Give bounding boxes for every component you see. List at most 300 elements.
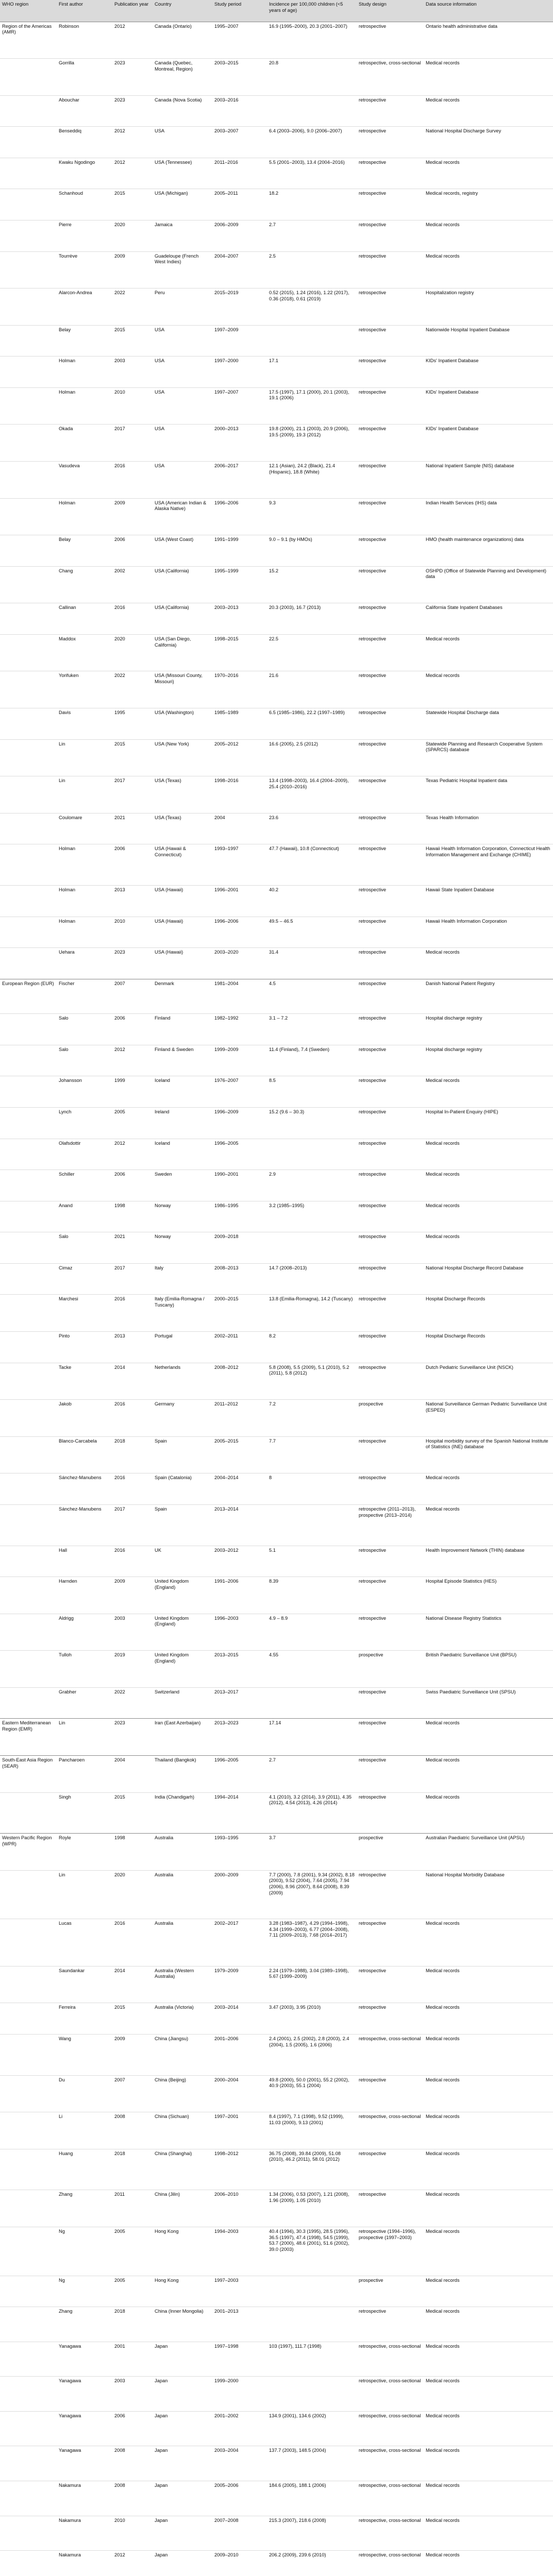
cell-data-source: Medical records (424, 251, 553, 289)
table-row (0, 2481, 553, 2516)
cell-study-period: 1985–1989 (212, 708, 267, 740)
cell-data-source: Hospital Discharge Records (424, 1295, 553, 1332)
cell-study-design: retrospective (357, 1919, 424, 1967)
cell-study-design: retrospective (357, 289, 424, 326)
cell-incidence: 8.4 (1997), 7.1 (1998), 9.52 (1999), 11.03 (2000), 9.13 (2001) (267, 2112, 357, 2149)
cell-data-source: Medical records (424, 1473, 553, 1505)
table-row (0, 1755, 553, 1792)
cell-publication-year: 2016 (112, 1919, 153, 1967)
cell-first-author: Olafsdottir (57, 1139, 112, 1170)
cell-study-period: 2004 (212, 813, 267, 844)
table-row (0, 2307, 553, 2342)
cell-who-region: South-East Asia Region (SEAR) (0, 1755, 57, 1792)
cell-study-period: 2013–2023 (212, 1719, 267, 1756)
cell-who-region (0, 127, 57, 158)
cell-country: Iceland (153, 1139, 212, 1170)
cell-first-author: Sánchez-Manubens (57, 1473, 112, 1505)
cell-first-author: Davis (57, 708, 112, 740)
cell-incidence: 2.4 (2001), 2.5 (2002), 2.8 (2003), 2.4 (2004), 1.5 (2005), 1.6 (2006) (267, 2035, 357, 2076)
cell-study-design: retrospective (357, 251, 424, 289)
cell-data-source: Health Improvement Network (THIN) database (424, 1546, 553, 1577)
cell-data-source: Medical records (424, 2516, 553, 2551)
cell-data-source: OSHPD (Office of Statewide Planning and Development) data (424, 566, 553, 603)
cell-incidence: 3.7 (267, 1834, 357, 1871)
cell-study-period: 1996–2009 (212, 1108, 267, 1139)
cell-data-source: Medical records (424, 2342, 553, 2377)
cell-publication-year: 2001 (112, 2342, 153, 2377)
cell-who-region (0, 158, 57, 189)
cell-incidence: 3.28 (1983–1987), 4.29 (1994–1998), 4.34 (1999–2003), 6.77 (2004–2008), 7.11 (2009–2013), 7.68 (2014–2017) (267, 1919, 357, 1967)
cell-study-period: 1995–1999 (212, 566, 267, 603)
header-publication-year: Publication year (112, 0, 153, 22)
cell-study-period: 1997–2001 (212, 2112, 267, 2149)
cell-study-design: retrospective (2011–2013), prospective (2013–2014) (357, 1504, 424, 1546)
cell-data-source: Medical records (424, 2149, 553, 2190)
cell-publication-year: 2007 (112, 979, 153, 1014)
table-row (0, 1966, 553, 2003)
cell-study-design: retrospective (357, 357, 424, 388)
cell-study-design: retrospective (357, 671, 424, 708)
cell-who-region (0, 357, 57, 388)
cell-publication-year: 2010 (112, 2516, 153, 2551)
cell-first-author: Zhang (57, 2190, 112, 2227)
cell-country: Finland & Sweden (153, 1045, 212, 1076)
cell-first-author: Holman (57, 498, 112, 535)
cell-country: USA (New York) (153, 739, 212, 776)
table-row (0, 357, 553, 388)
table-row (0, 498, 553, 535)
cell-country: Canada (Quebec, Montreal, Region) (153, 59, 212, 96)
cell-who-region (0, 708, 57, 740)
cell-incidence: 15.2 (267, 566, 357, 603)
cell-who-region (0, 1363, 57, 1400)
cell-publication-year: 2018 (112, 1436, 153, 1473)
cell-study-period: 1990–2001 (212, 1170, 267, 1201)
cell-publication-year: 2015 (112, 325, 153, 357)
cell-publication-year: 2012 (112, 158, 153, 189)
table-row (0, 1108, 553, 1139)
cell-study-period: 2003–2013 (212, 603, 267, 635)
cell-who-region: European Region (EUR) (0, 979, 57, 1014)
cell-country: Japan (153, 2516, 212, 2551)
cell-first-author: Nakamura (57, 2516, 112, 2551)
cell-incidence: 3.47 (2003), 3.95 (2010) (267, 2003, 357, 2035)
cell-study-period: 2006–2017 (212, 462, 267, 499)
cell-country: Iran (East Azerbaijan) (153, 1719, 212, 1756)
cell-study-design: retrospective (357, 708, 424, 740)
cell-publication-year: 2022 (112, 671, 153, 708)
cell-country: USA (Tennessee) (153, 158, 212, 189)
cell-country: USA (153, 425, 212, 462)
cell-study-design: retrospective (357, 325, 424, 357)
cell-data-source: Medical records (424, 2112, 553, 2149)
cell-publication-year: 2016 (112, 1473, 153, 1505)
cell-incidence: 215.3 (2007), 218.6 (2008) (267, 2516, 357, 2551)
cell-study-design: retrospective (357, 2307, 424, 2342)
cell-country: Hong Kong (153, 2227, 212, 2276)
cell-country: China (Jilin) (153, 2190, 212, 2227)
cell-incidence (267, 1139, 357, 1170)
cell-first-author: Holman (57, 917, 112, 948)
cell-country: Spain (153, 1436, 212, 1473)
cell-publication-year: 2019 (112, 1651, 153, 1688)
cell-first-author: Aldrigg (57, 1614, 112, 1651)
cell-study-design: retrospective (357, 2149, 424, 2190)
table-row (0, 634, 553, 671)
cell-data-source: Medical records (424, 2227, 553, 2276)
cell-incidence: 4.9 – 8.9 (267, 1614, 357, 1651)
cell-first-author: Saundankar (57, 1966, 112, 2003)
cell-first-author: Holman (57, 885, 112, 917)
table-row (0, 1232, 553, 1264)
cell-study-period: 2006–2010 (212, 2190, 267, 2227)
table-row (0, 844, 553, 886)
cell-data-source: Medical records (424, 95, 553, 127)
cell-study-period: 2009–2018 (212, 1232, 267, 1264)
cell-publication-year: 2023 (112, 1719, 153, 1756)
cell-study-design: retrospective (357, 1792, 424, 1834)
cell-who-region (0, 1170, 57, 1201)
cell-data-source: Hospital discharge registry (424, 1014, 553, 1045)
cell-country: USA (American Indian & Alaska Native) (153, 498, 212, 535)
cell-first-author: Schiller (57, 1170, 112, 1201)
cell-first-author: Holman (57, 387, 112, 425)
table-row (0, 885, 553, 917)
table-row (0, 1263, 553, 1295)
cell-publication-year: 2010 (112, 387, 153, 425)
cell-publication-year: 2008 (112, 2112, 153, 2149)
cell-country: Denmark (153, 979, 212, 1014)
cell-who-region (0, 1687, 57, 1719)
cell-study-period: 1997–2007 (212, 387, 267, 425)
cell-incidence: 14.7 (2008–2013) (267, 1263, 357, 1295)
cell-study-design: retrospective (357, 844, 424, 886)
cell-country: Canada (Ontario) (153, 22, 212, 59)
cell-who-region (0, 1232, 57, 1264)
cell-incidence: 103 (1997), 111.7 (1998) (267, 2342, 357, 2377)
cell-study-design: retrospective (357, 1719, 424, 1756)
table-row (0, 948, 553, 979)
cell-who-region (0, 885, 57, 917)
cell-study-period: 2003–2020 (212, 948, 267, 979)
cell-who-region: Western Pacific Region (WPR) (0, 1834, 57, 1871)
cell-country: Iceland (153, 1076, 212, 1108)
cell-data-source: Swiss Paediatric Surveillance Unit (SPSU) (424, 1687, 553, 1719)
table-row (0, 2516, 553, 2551)
table-row (0, 671, 553, 708)
cell-data-source: Medical records (424, 1966, 553, 2003)
cell-study-period: 2013–2014 (212, 1504, 267, 1546)
table-row (0, 1014, 553, 1045)
cell-country: United Kingdom (England) (153, 1651, 212, 1688)
cell-data-source: Hawaii Health Information Corporation, Connecticut Health Information Management and Exchange (CHIME) (424, 844, 553, 886)
cell-incidence: 7.7 (267, 1436, 357, 1473)
cell-study-design: retrospective (357, 535, 424, 567)
cell-publication-year: 1998 (112, 1834, 153, 1871)
table-row (0, 220, 553, 251)
cell-country: Australia (153, 1919, 212, 1967)
cell-incidence: 9.3 (267, 498, 357, 535)
cell-study-design: retrospective (357, 603, 424, 635)
cell-first-author: Callinan (57, 603, 112, 635)
cell-study-design: retrospective (357, 1436, 424, 1473)
cell-study-design: retrospective (357, 1295, 424, 1332)
cell-who-region (0, 325, 57, 357)
cell-data-source: Medical records (424, 1201, 553, 1232)
cell-first-author: Harnden (57, 1577, 112, 1614)
cell-first-author: Blanco-Carcabela (57, 1436, 112, 1473)
cell-country: Australia (Western Australia) (153, 1966, 212, 2003)
cell-study-period: 2001–2013 (212, 2307, 267, 2342)
cell-first-author: Salo (57, 1014, 112, 1045)
table-row (0, 59, 553, 96)
cell-publication-year: 2015 (112, 2003, 153, 2035)
cell-data-source: Medical records (424, 2551, 553, 2576)
cell-data-source: Dutch Pediatric Surveillance Unit (NSCK) (424, 1363, 553, 1400)
cell-data-source: Medical records (424, 2003, 553, 2035)
cell-study-design: retrospective, cross-sectional (357, 2112, 424, 2149)
cell-study-period: 2001–2006 (212, 2035, 267, 2076)
cell-study-design: retrospective (357, 2003, 424, 2035)
cell-country: Switzerland (153, 1687, 212, 1719)
cell-first-author: Marchesi (57, 1295, 112, 1332)
cell-who-region (0, 462, 57, 499)
header-study-design: Study design (357, 0, 424, 22)
cell-study-period: 1996–2006 (212, 917, 267, 948)
cell-first-author: Schanhoud (57, 189, 112, 221)
table-row (0, 387, 553, 425)
cell-study-design: retrospective (357, 127, 424, 158)
cell-incidence: 36.75 (2008), 39.84 (2009), 51.08 (2010), 46.2 (2011), 58.01 (2012) (267, 2149, 357, 2190)
cell-study-design: retrospective (357, 1614, 424, 1651)
cell-publication-year: 2016 (112, 1546, 153, 1577)
cell-incidence: 31.4 (267, 948, 357, 979)
cell-country: Japan (153, 2377, 212, 2412)
cell-study-period: 2008–2012 (212, 1363, 267, 1400)
cell-incidence: 2.7 (267, 1755, 357, 1792)
cell-first-author: Hall (57, 1546, 112, 1577)
cell-data-source: Medical records (424, 2481, 553, 2516)
cell-incidence: 17.14 (267, 1719, 357, 1756)
cell-study-period: 2003–2007 (212, 127, 267, 158)
cell-incidence: 134.9 (2001), 134.6 (2002) (267, 2411, 357, 2446)
cell-incidence: 5.1 (267, 1546, 357, 1577)
cell-publication-year: 1998 (112, 1201, 153, 1232)
cell-study-design: retrospective (357, 387, 424, 425)
cell-country: USA (Missouri County, Missouri) (153, 671, 212, 708)
cell-study-design: retrospective (357, 462, 424, 499)
cell-who-region (0, 1966, 57, 2003)
cell-incidence: 5.5 (2001–2003), 13.4 (2004–2016) (267, 158, 357, 189)
table-row (0, 2446, 553, 2481)
cell-who-region (0, 425, 57, 462)
cell-first-author: Du (57, 2075, 112, 2112)
cell-incidence (267, 1232, 357, 1264)
cell-study-period: 2000–2015 (212, 1295, 267, 1332)
cell-publication-year: 2003 (112, 357, 153, 388)
cell-study-period: 2013–2015 (212, 1651, 267, 1688)
cell-country: Norway (153, 1232, 212, 1264)
cell-incidence (267, 1504, 357, 1546)
cell-data-source: Texas Health Information (424, 813, 553, 844)
cell-who-region (0, 2481, 57, 2516)
cell-publication-year: 2012 (112, 1045, 153, 1076)
cell-data-source: Hospital Discharge Records (424, 1332, 553, 1363)
cell-data-source: Statewide Hospital Discharge data (424, 708, 553, 740)
cell-publication-year: 2003 (112, 1614, 153, 1651)
cell-study-period: 1986–1995 (212, 1201, 267, 1232)
cell-study-period: 1982–1992 (212, 1014, 267, 1045)
cell-who-region (0, 220, 57, 251)
cell-who-region (0, 1577, 57, 1614)
cell-study-design: retrospective, cross-sectional (357, 2035, 424, 2076)
cell-study-period: 2004–2014 (212, 1473, 267, 1505)
cell-who-region (0, 387, 57, 425)
cell-first-author: Yanagawa (57, 2411, 112, 2446)
cell-study-design: retrospective (357, 220, 424, 251)
cell-publication-year: 2022 (112, 289, 153, 326)
cell-first-author: Johansson (57, 1076, 112, 1108)
table-row (0, 2112, 553, 2149)
cell-who-region (0, 2377, 57, 2412)
cell-incidence: 15.2 (9.6 – 30.3) (267, 1108, 357, 1139)
table-row (0, 566, 553, 603)
cell-incidence: 6.4 (2003–2006), 9.0 (2006–2007) (267, 127, 357, 158)
cell-first-author: Okada (57, 425, 112, 462)
cell-data-source: Medical records (424, 2307, 553, 2342)
cell-publication-year: 1995 (112, 708, 153, 740)
cell-country: China (Sichuan) (153, 2112, 212, 2149)
cell-study-period: 2000–2004 (212, 2075, 267, 2112)
table-row (0, 1719, 553, 1756)
cell-study-period: 2000–2013 (212, 425, 267, 462)
cell-who-region (0, 1263, 57, 1295)
cell-data-source: Indian Health Services (IHS) data (424, 498, 553, 535)
table-row (0, 1436, 553, 1473)
cell-who-region (0, 1504, 57, 1546)
table-row (0, 2035, 553, 2076)
cell-first-author: Yanagawa (57, 2377, 112, 2412)
cell-first-author: Belay (57, 325, 112, 357)
cell-study-period: 1995–2007 (212, 22, 267, 59)
cell-incidence: 8 (267, 1473, 357, 1505)
cell-incidence (267, 1687, 357, 1719)
cell-first-author: Anand (57, 1201, 112, 1232)
cell-data-source: Medical records (424, 948, 553, 979)
table-row (0, 2149, 553, 2190)
cell-first-author: Lin (57, 739, 112, 776)
cell-study-design: retrospective, cross-sectional (357, 2551, 424, 2576)
cell-who-region (0, 1076, 57, 1108)
cell-publication-year: 2020 (112, 1870, 153, 1919)
cell-publication-year: 2017 (112, 1263, 153, 1295)
cell-who-region (0, 2112, 57, 2149)
cell-country: Netherlands (153, 1363, 212, 1400)
cell-study-design: retrospective (357, 2190, 424, 2227)
cell-first-author: Holman (57, 844, 112, 886)
cell-country: China (Shanghai) (153, 2149, 212, 2190)
cell-first-author: Holman (57, 357, 112, 388)
cell-study-period: 2003–2014 (212, 2003, 267, 2035)
cell-first-author: Lin (57, 1870, 112, 1919)
cell-study-period: 1997–2000 (212, 357, 267, 388)
cell-study-period: 1996–2006 (212, 498, 267, 535)
cell-who-region (0, 2075, 57, 2112)
cell-country: USA (153, 462, 212, 499)
cell-data-source: Medical records (424, 1755, 553, 1792)
cell-publication-year: 2015 (112, 1792, 153, 1834)
cell-publication-year: 2008 (112, 2481, 153, 2516)
cell-country: USA (153, 127, 212, 158)
cell-data-source: Hospital In-Patient Enquiry (HIPE) (424, 1108, 553, 1139)
cell-study-period: 1998–2015 (212, 634, 267, 671)
cell-publication-year: 2015 (112, 189, 153, 221)
cell-study-design: retrospective (357, 1076, 424, 1108)
cell-study-period: 2005–2006 (212, 2481, 267, 2516)
cell-publication-year: 2006 (112, 535, 153, 567)
cell-study-design: retrospective (357, 739, 424, 776)
cell-first-author: Fischer (57, 979, 112, 1014)
cell-data-source: Medical records (424, 158, 553, 189)
cell-country: USA (California) (153, 603, 212, 635)
cell-study-period: 1998–2016 (212, 776, 267, 814)
cell-publication-year: 2006 (112, 1170, 153, 1201)
cell-incidence: 18.2 (267, 189, 357, 221)
cell-incidence: 4.1 (2010), 3.2 (2014), 3.9 (2011), 4.35 (2012), 4.54 (2013), 4.26 (2014) (267, 1792, 357, 1834)
cell-incidence: 9.0 – 9.1 (by HMOs) (267, 535, 357, 567)
cell-incidence: 8.2 (267, 1332, 357, 1363)
cell-first-author: Royle (57, 1834, 112, 1871)
cell-who-region (0, 2003, 57, 2035)
table-row (0, 708, 553, 740)
cell-who-region (0, 1473, 57, 1505)
cell-who-region (0, 2035, 57, 2076)
cell-study-period: 2011–2012 (212, 1400, 267, 1437)
table-row (0, 2551, 553, 2576)
cell-publication-year: 2021 (112, 813, 153, 844)
cell-study-design: retrospective (357, 95, 424, 127)
cell-country: Norway (153, 1201, 212, 1232)
cell-first-author: Sánchez-Manubens (57, 1504, 112, 1546)
cell-incidence: 20.3 (2003), 16.7 (2013) (267, 603, 357, 635)
cell-first-author: Ferreira (57, 2003, 112, 2035)
cell-incidence (267, 2307, 357, 2342)
table-row (0, 1363, 553, 1400)
cell-publication-year: 2005 (112, 2276, 153, 2307)
cell-study-period: 2003–2012 (212, 1546, 267, 1577)
table-row (0, 2377, 553, 2412)
cell-who-region (0, 1045, 57, 1076)
cell-study-design: retrospective (357, 1546, 424, 1577)
cell-study-design: retrospective (357, 948, 424, 979)
cell-study-period: 2005–2015 (212, 1436, 267, 1473)
cell-who-region (0, 289, 57, 326)
cell-country: Peru (153, 289, 212, 326)
cell-publication-year: 2018 (112, 2149, 153, 2190)
cell-data-source: Medical records (424, 1232, 553, 1264)
cell-study-design: retrospective (357, 158, 424, 189)
header-data-source: Data source information (424, 0, 553, 22)
cell-first-author: Lin (57, 776, 112, 814)
cell-incidence: 1.34 (2006), 0.53 (2007), 1.21 (2008), 1.96 (2009), 1.05 (2010) (267, 2190, 357, 2227)
cell-study-period: 2008–2013 (212, 1263, 267, 1295)
cell-incidence (267, 95, 357, 127)
cell-study-period: 1997–2003 (212, 2276, 267, 2307)
table-row (0, 2342, 553, 2377)
cell-first-author: Yanagawa (57, 2342, 112, 2377)
cell-study-period: 2009–2010 (212, 2551, 267, 2576)
cell-publication-year: 2014 (112, 1363, 153, 1400)
